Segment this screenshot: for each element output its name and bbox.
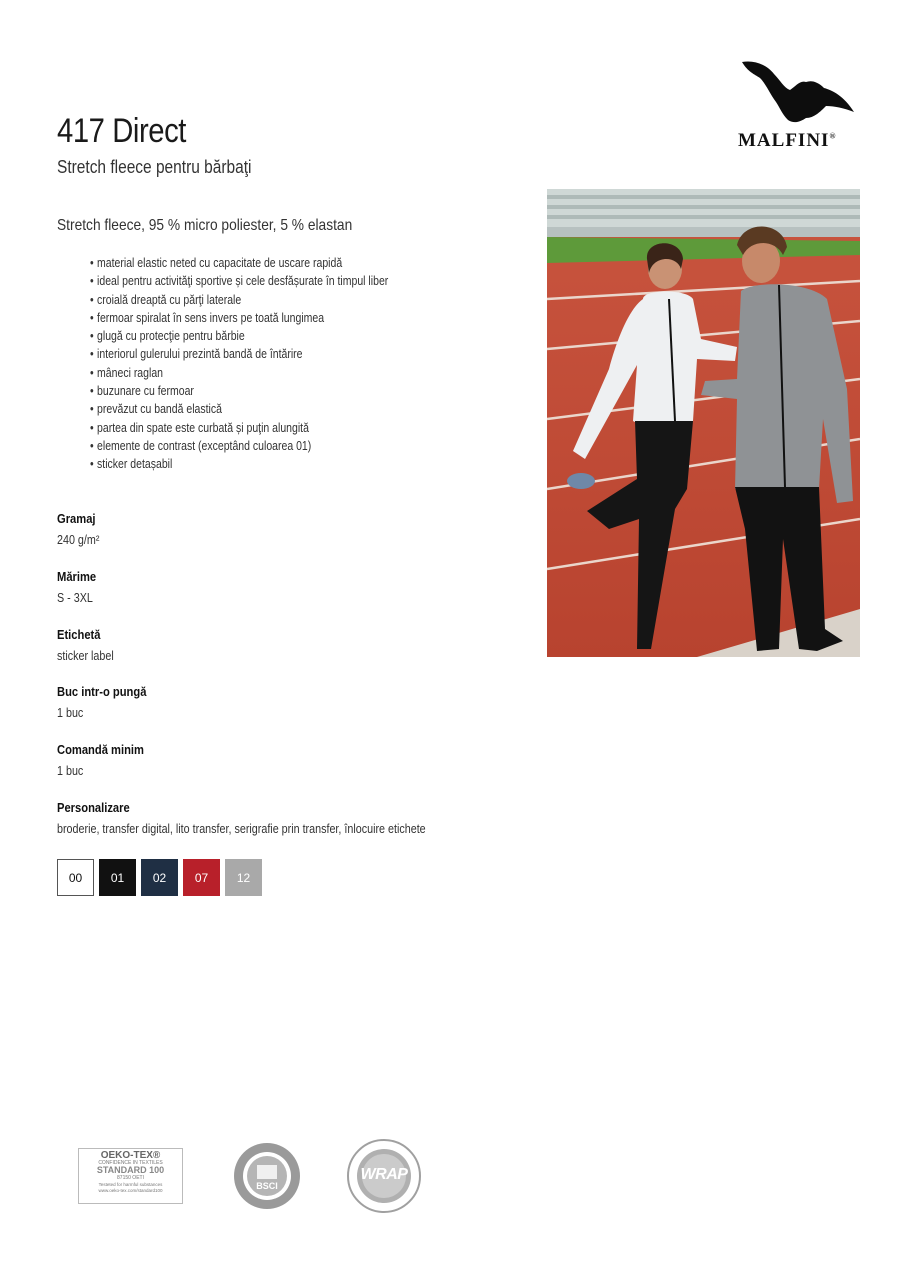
product-title: 417 Direct [57,112,186,150]
spec-value: 1 buc [57,764,84,778]
brand-registered: ® [829,131,837,141]
color-swatch-00[interactable] [57,859,94,896]
oeko-title: OEKO-TEX® [100,1150,161,1161]
bsci-label: BSCI [256,1181,278,1191]
feature-list [90,254,388,474]
spec-label: Personalizare [57,800,130,815]
brand-wordmark [738,130,836,152]
bsci-seal-icon [232,1141,302,1211]
feature-item: • elemente de contrast (exceptând culoarea 01) [90,437,388,455]
wrap-label: WRAP [360,1166,408,1183]
wrap-logo [346,1138,422,1214]
spec-value: 1 buc [57,706,84,720]
spec-size [57,568,96,606]
bsci-logo [232,1141,302,1211]
color-code: 02 [152,870,167,885]
feature-item: • interiorul gulerului prezintă bandă de întărire [90,345,388,363]
feature-item: • sticker detașabil [90,455,388,473]
oeko-tex-logo [78,1148,183,1204]
brand-name: MALFINI [738,130,830,151]
spec-minimum-order [57,741,144,779]
feature-item: • mâneci raglan [90,364,388,382]
product-subtitle: Stretch fleece pentru bărbaţi [57,157,252,177]
feature-item: • croială dreaptă cu părţi laterale [90,291,388,309]
oeko-line3: 87150 OETI [117,1175,144,1181]
photo-illustration [547,189,860,657]
color-code: 07 [194,870,209,885]
color-code: 00 [68,870,83,885]
color-code: 12 [236,870,251,885]
product-composition: Stretch fleece, 95 % micro poliester, 5 % elastan [57,217,353,234]
spec-label: Etichetă [57,627,101,642]
oeko-line1: CONFIDENCE IN TEXTILES [98,1160,163,1166]
spec-value: S - 3XL [57,591,93,605]
color-swatch-01[interactable] [99,859,136,896]
feature-item: • prevăzut cu bandă elastică [90,400,388,418]
color-swatch-07[interactable] [183,859,220,896]
feature-item: • ideal pentru activităţi sportive și cele desfășurate în timpul liber [90,272,388,290]
feature-item: • partea din spate este curbată și puţin alungită [90,419,388,437]
spec-pieces-per-bag [57,683,146,721]
spec-value: broderie, transfer digital, lito transfer, serigrafie prin transfer, înlocuire etichete [57,822,426,836]
feature-item: • glugă cu protecţie pentru bărbie [90,327,388,345]
brand-logo [736,58,862,154]
color-code: 01 [110,870,125,885]
spec-label: Gramaj [57,511,96,526]
oeko-line4: Testeted for harmful substances [98,1182,163,1187]
spec-value: 240 g/m² [57,533,100,547]
color-swatches [57,859,262,896]
spec-value: sticker label [57,649,114,663]
spec-label: Buc intr-o pungă [57,684,147,699]
spec-weight [57,510,99,548]
spec-personalization [57,799,426,837]
product-photo [547,189,860,657]
spec-label: Mărime [57,569,97,584]
spec-label-type [57,626,114,664]
eagle-icon [740,58,856,126]
feature-item: • buzunare cu fermoar [90,382,388,400]
oeko-line2: STANDARD 100 [96,1165,165,1175]
feature-item: • fermoar spiralat în sens invers pe toată lungimea [90,309,388,327]
oeko-line5: www.oeko-tex.com/standard100 [98,1188,163,1193]
color-swatch-12[interactable] [225,859,262,896]
spec-label: Comandă minim [57,742,144,757]
feature-item: • material elastic neted cu capacitate de uscare rapidă [90,254,388,272]
color-swatch-02[interactable] [141,859,178,896]
